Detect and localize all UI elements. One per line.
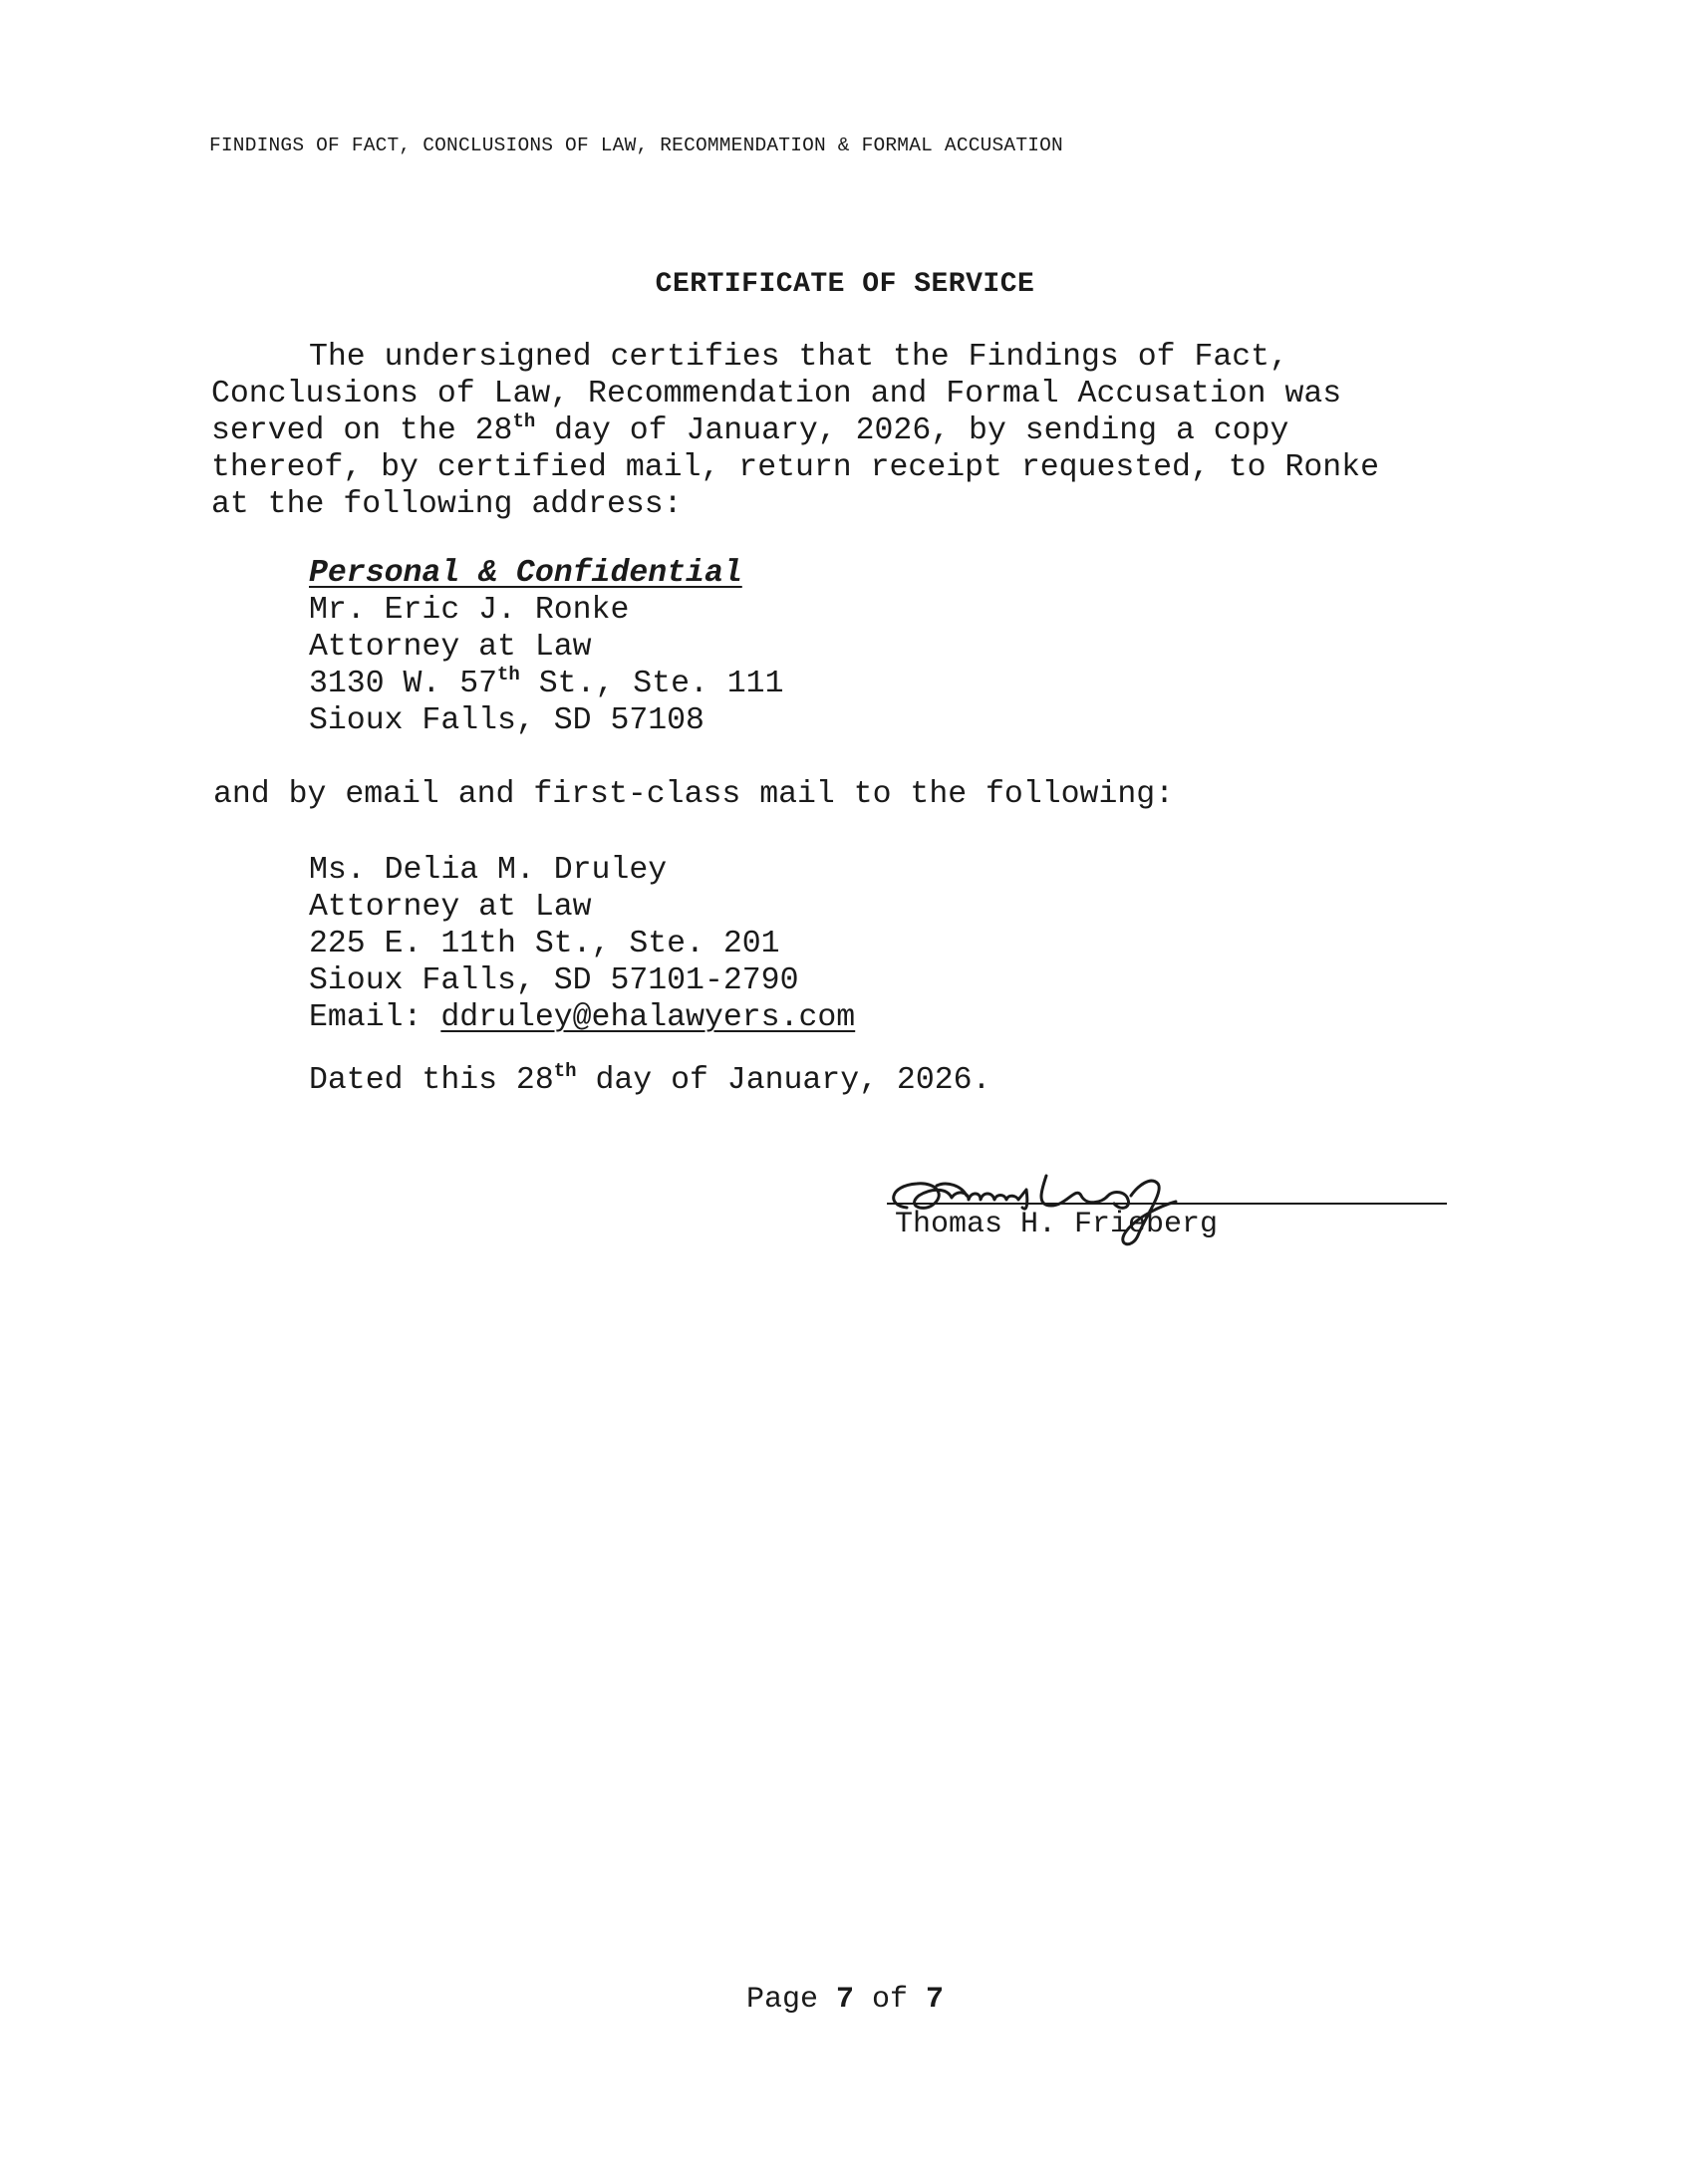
confidential-label: Personal & Confidential: [309, 556, 742, 591]
certification-paragraph: [211, 339, 1437, 523]
recipient-2-address-block: [309, 852, 855, 1036]
signature-line: [887, 1203, 1447, 1205]
of-label: of: [854, 1983, 927, 2017]
page-title: [0, 269, 1690, 300]
paragraph-line-3-sup: th: [512, 410, 536, 432]
recipient-1-street: [309, 666, 784, 702]
recipient-2-title: Attorney at Law: [309, 890, 592, 925]
recipient-1-address-block: [309, 555, 784, 739]
recipient-2-street: 225 E. 11th St., Ste. 201: [309, 927, 780, 961]
dated-pre: Dated this 28: [309, 1063, 554, 1098]
page-total: 7: [926, 1983, 945, 2017]
paragraph-line-3: [211, 412, 1437, 449]
recipient-2-email-line: [309, 999, 855, 1036]
paragraph-line-4: thereof, by certified mail, return receipt requested, to Ronke: [211, 450, 1379, 485]
paragraph-line-3-pre: served on the 28: [211, 413, 513, 448]
paragraph-line-1: The undersigned certifies that the Findings of Fact,: [309, 340, 1288, 375]
recipient-1-name: Mr. Eric J. Ronke: [309, 593, 630, 628]
page-label: Page: [745, 1983, 836, 2017]
dated-line: [309, 1062, 990, 1099]
paragraph-line-5: at the following address:: [211, 487, 683, 522]
paragraph-line-3-post: day of January, 2026, by sending a copy: [535, 413, 1289, 448]
document-header: FINDINGS OF FACT, CONCLUSIONS OF LAW, RECOMMENDATION & FORMAL ACCUSATION: [209, 135, 1063, 156]
email-link[interactable]: ddruley@ehalawyers.com: [440, 1000, 856, 1035]
signer-name: Thomas H. Frieberg: [895, 1208, 1219, 1241]
also-served-line: and by email and first-class mail to the following:: [213, 777, 1175, 812]
page-number: [0, 1983, 1690, 2017]
recipient-1-street-post: St., Ste. 111: [519, 667, 784, 701]
email-label: Email:: [309, 1000, 441, 1035]
paragraph-line-2: Conclusions of Law, Recommendation and Formal Accusation was: [211, 377, 1342, 411]
recipient-1-street-sup: th: [497, 664, 520, 685]
recipient-1-city: Sioux Falls, SD 57108: [309, 703, 704, 738]
handwritten-signature: [877, 1146, 1219, 1265]
page-num: 7: [835, 1983, 854, 2017]
recipient-1-street-pre: 3130 W. 57: [309, 667, 498, 701]
title-text: CERTIFICATE OF SERVICE: [655, 269, 1035, 300]
recipient-1-title: Attorney at Law: [309, 630, 592, 665]
dated-post: day of January, 2026.: [576, 1063, 991, 1098]
recipient-2-name: Ms. Delia M. Druley: [309, 853, 668, 888]
dated-sup: th: [553, 1060, 577, 1082]
recipient-2-city: Sioux Falls, SD 57101-2790: [309, 963, 799, 998]
